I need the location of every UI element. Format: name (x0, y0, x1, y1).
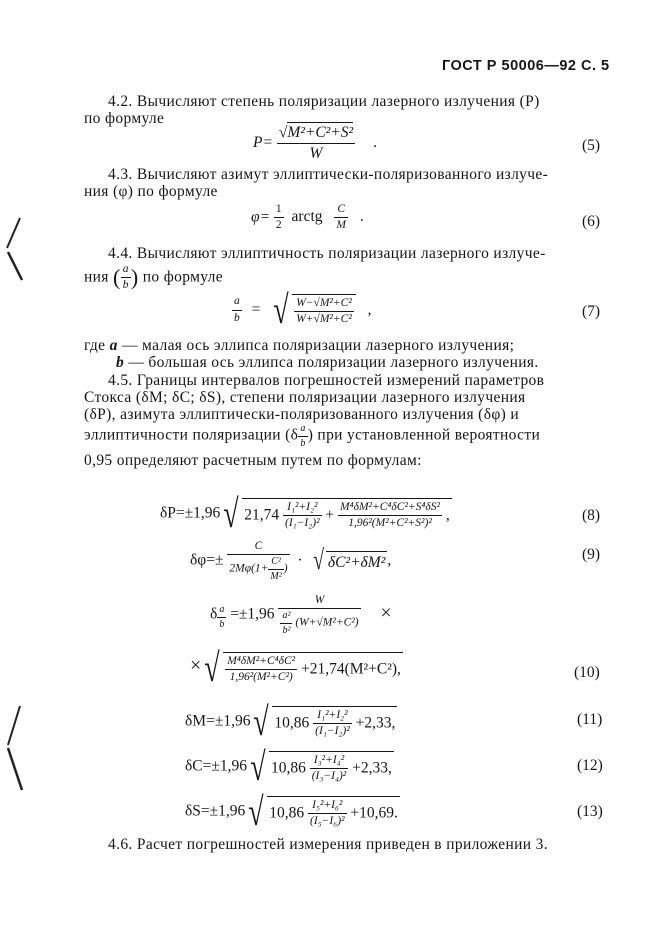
eq6-func: arctg (291, 208, 323, 226)
eq9-fraction: C 2Mφ(1+ $\frac{\text{C²}}{\text{M²}}$ ) (229, 540, 288, 582)
eq11-number: (11) (577, 711, 603, 728)
eq9-number: (9) (582, 546, 601, 563)
eq6-half: $\frac{1}{2}$ (275, 203, 282, 232)
s45-line4: эллиптичности поляризации (δ $\frac{a}{b}$ ) при установленной вероятности (84, 423, 541, 449)
s42-line2: по формуле (84, 110, 165, 127)
eq10-line1: δ $\frac{a}{b}$ =±1,96 W $\frac{\text{a²}}{\text{b²}}$ (W+√M²+C²) × (210, 594, 392, 636)
page-header: ГОСТ Р 50006—92 С. 5 (442, 58, 610, 74)
margin-bracket-mark-2 (0, 700, 30, 800)
eq5: P= $\frac{\text{√M²+C²+S²}}{W}$ . (253, 124, 377, 162)
eq10-frac1: W $\frac{\text{a²}}{\text{b²}}$ (W+√M²+C²) (278, 594, 360, 636)
s45-line5: 0,95 определяют расчетным путем по формулам: (84, 452, 422, 469)
eq5-fraction: $\frac{\text{√M²+C²+S²}}{W}$ (278, 124, 354, 162)
eq10-number: (10) (574, 664, 600, 681)
s45-line3: (δP), азимута эллиптически-поляризованного излучения (δφ) и (84, 406, 520, 423)
s43-line2: ния (φ) по формуле (84, 183, 218, 200)
eq5-denominator: W (309, 144, 323, 162)
eq7: $\frac{a}{b}$ = √ $\frac{\text{W−√M²+C²}}{\text{W+√M²+C²}}$ , (234, 287, 372, 332)
eq6-number: (6) (582, 213, 601, 230)
eq5-numerator: M²+C²+S² (287, 124, 354, 141)
eq7-fraction: $\frac{\text{W−√M²+C²}}{\text{W+√M²+C²}}$ (296, 296, 352, 325)
eq7-number: (7) (582, 303, 601, 320)
eq8-frac1: $\frac{\text{I₁²+I₂²}}{\text{(I₁−I₂)²}}$ (285, 500, 320, 529)
eq6: φ= $\frac{1}{2}$ arctg $\frac{C}{M}$ . (251, 203, 364, 232)
s43-line1: 4.3. Вычисляют азимут эллиптически-поляризованного излуче- (108, 166, 549, 183)
where-line1: где a — малая ось эллипса поляризации лазерного излучения; (84, 337, 515, 354)
eq6-ratio: $\frac{C}{M}$ (336, 203, 346, 232)
eq8-frac2: $\frac{\text{M⁴δM²+C⁴δC²+S⁴δS²}}{\text{1,96²(M²+C²+S²)²}}$ (340, 500, 440, 529)
s42-line1: 4.2. Вычисляют степень поляризации лазерного излучения (Р) (108, 93, 540, 110)
s45-line1: 4.5. Границы интервалов погрешностей измерений параметров (108, 372, 545, 389)
eq11: δM=±1,96√ 10,86 $\frac{\text{I₁²+I₂²}}{\text{(I₁−I₂)²}}$ +2,33, (185, 699, 396, 744)
s46-line1: 4.6. Расчет погрешностей измерения приведен в приложении 3. (108, 836, 548, 853)
eq7-lhs: $\frac{a}{b}$ (234, 295, 240, 324)
eq12: δC=±1,96√ 10,86 $\frac{\text{I₃²+I₄²}}{\text{(I₃−I₄)²}}$ +2,33, (185, 744, 392, 789)
eq5-lhs: P= (253, 133, 273, 151)
eq12-number: (12) (577, 757, 603, 774)
eq13-number: (13) (577, 803, 603, 820)
s44-line2: ния ( $\frac{a}{b}$ ) по формуле (84, 263, 223, 292)
eq13: δS=±1,96√ 10,86 $\frac{\text{I₅²+I₆²}}{\text{(I₅−I₆)²}}$ +10,69. (185, 789, 398, 834)
eq8-number: (8) (582, 507, 601, 524)
eq5-number: (5) (582, 137, 601, 154)
eq9: δφ=± C 2Mφ(1+ $\frac{\text{C²}}{\text{M²}}$ ) · √ δC²+δM² , (190, 540, 392, 582)
eq10-frac2: $\frac{\text{M⁴δM²+C⁴δC²}}{\text{1,96²(M²+C²)}}$ (227, 654, 296, 683)
where-line2: b — большая ось эллипса поляризации лазерного излучения. (116, 354, 539, 371)
eq10-line2: ×√ $\frac{\text{M⁴δM²+C⁴δC²}}{\text{1,96²(M²+C²)}}$ +21,74(M²+C²), (190, 645, 401, 690)
s44-line1: 4.4. Вычисляют эллиптичность поляризации лазерного излуче- (108, 245, 546, 262)
ratio-a-b: $\frac{a}{b}$ (122, 263, 129, 292)
eq8: δP=±1,96√ 21,74 $\frac{\text{I₁²+I₂²}}{\text{(I₁−I₂)²}}$ + $\frac{\text{M⁴δM²+C⁴δC²+S⁴δS²}}{\text{1,96²(M²+C²+S²)²}}$ , (160, 491, 450, 536)
margin-bracket-mark (0, 210, 30, 290)
s45-line2: Стокса (δM; δC; δS), степени поляризации лазерного излучения (84, 389, 526, 406)
